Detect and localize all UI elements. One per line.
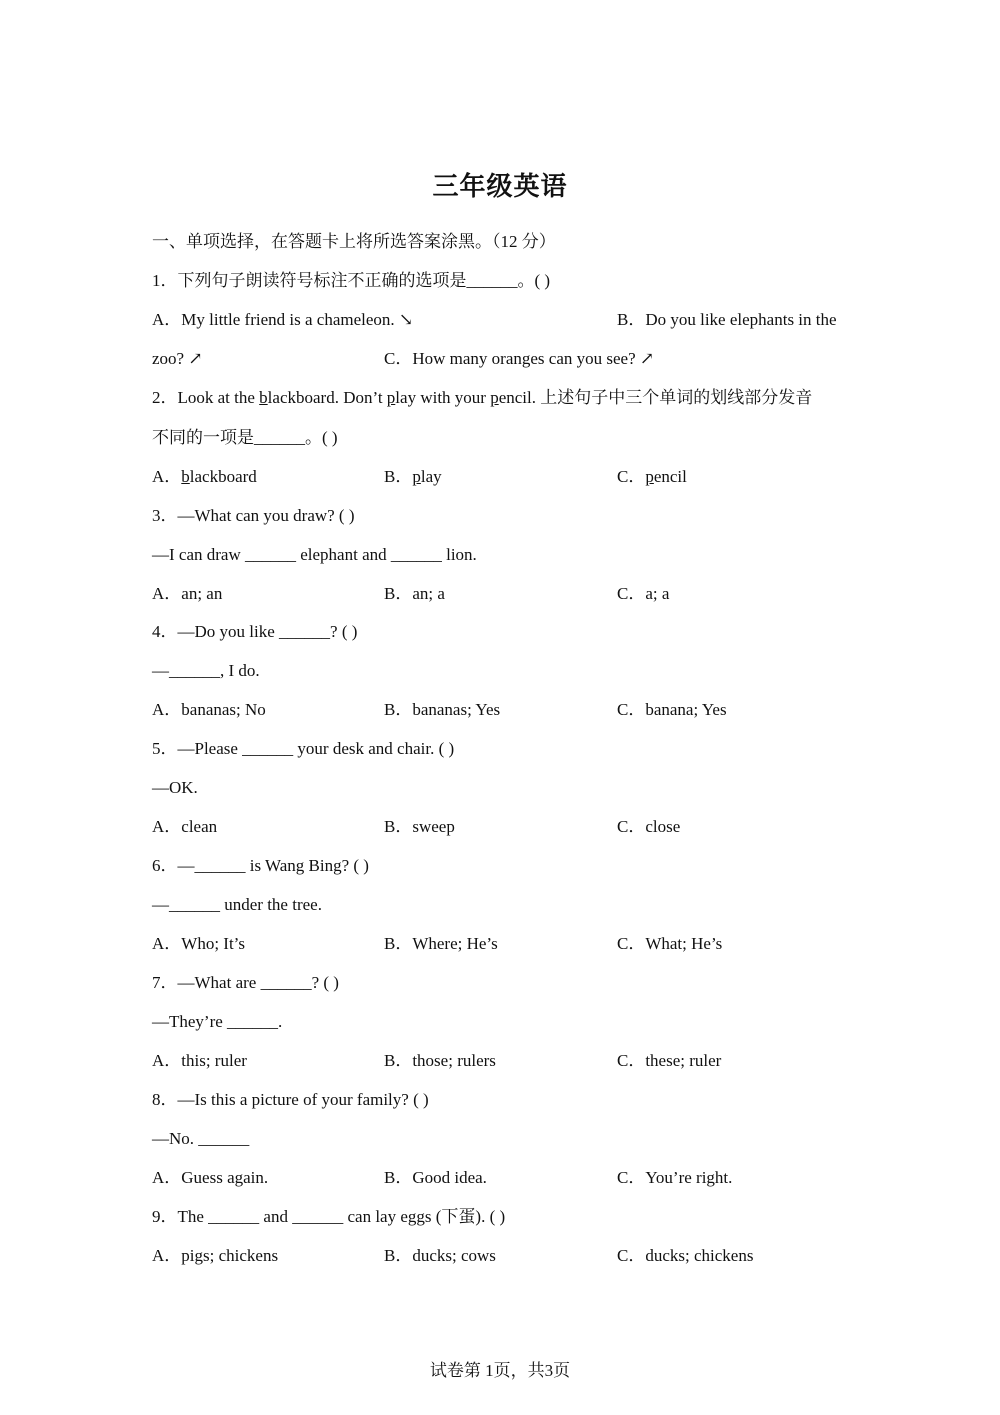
question-6-option-a: A．Who; It’s [152,934,246,953]
option-text: encil [653,467,687,486]
underlined-letter: b [259,388,268,407]
question-3-stem: 3．—What can you draw? ( ) [152,506,355,525]
stem-text: encil. 上述句子中三个单词的划线部分发音 [498,388,813,407]
option-letter: C． [617,467,646,486]
question-2-option-a [152,465,257,489]
question-7-option-b: B．those; rulers [384,1051,496,1070]
question-7-option-c: C．these; ruler [617,1051,722,1070]
option-letter: B． [384,467,413,486]
page-title: 三年级英语 [432,172,568,202]
question-6-line-2: —______ under the tree. [152,895,322,914]
question-4-option-b: B．bananas; Yes [384,700,501,719]
question-3-option-c: C．a; a [617,584,670,603]
question-4-option-a: A．bananas; No [152,700,266,719]
question-9-stem: 9．The ______ and ______ can lay eggs (下蛋). ( ) [152,1207,506,1226]
option-text: lackboard [189,467,257,486]
question-8-option-c: C．You’re right. [617,1168,733,1187]
question-9-option-c: C．ducks; chickens [617,1246,754,1265]
stem-text: lackboard. Don’t [267,388,387,407]
question-4-option-c: C．banana; Yes [617,700,727,719]
question-2-option-b [384,465,442,489]
question-4-line-2: —______, I do. [152,661,260,680]
question-1-stem: 1．下列句子朗读符号标注不正确的选项是______。( ) [152,271,551,290]
question-7-stem: 7．—What are ______? ( ) [152,973,339,992]
underlined-letter: b [181,467,190,486]
question-5-stem: 5．—Please ______ your desk and chair. ( ) [152,739,455,758]
question-1-option-c: C．How many oranges can you see? ↗ [384,349,655,368]
question-9-option-a: A．pigs; chickens [152,1246,279,1265]
question-6-option-c: C．What; He’s [617,934,723,953]
underlined-letter: p [386,388,396,407]
question-6-stem: 6．—______ is Wang Bing? ( ) [152,856,369,875]
question-2-stem [152,386,812,410]
section-heading: 一、单项选择，在答题卡上将所选答案涂黑。（12 分） [152,232,556,251]
question-7-option-a: A．this; ruler [152,1051,247,1070]
stem-text: 2．Look at the [152,388,260,407]
question-2-stem-continued: 不同的一项是______。( ) [152,428,338,447]
underlined-letter: p [645,467,654,486]
question-6-option-b: B．Where; He’s [384,934,498,953]
option-letter: A． [152,467,182,486]
question-8-line-2: —No. ______ [152,1129,250,1148]
question-3-line-2: —I can draw ______ elephant and ______ lion. [152,545,477,564]
question-3-option-b: B．an; a [384,584,445,603]
question-5-line-2: —OK. [152,778,198,797]
question-8-option-a: A．Guess again. [152,1168,269,1187]
question-8-option-b: B．Good idea. [384,1168,487,1187]
question-9-option-b: B．ducks; cows [384,1246,496,1265]
underlined-letter: p [490,388,499,407]
question-5-option-b: B．sweep [384,817,455,836]
stem-text: lay with your [395,388,491,407]
page-footer: 试卷第 1页，共3页 [429,1361,571,1380]
question-1-option-b: B．Do you like elephants in the [617,310,837,329]
question-1-option-b-continued: zoo? ↗ [152,349,203,368]
question-4-stem: 4．—Do you like ______? ( ) [152,622,358,641]
question-1-option-a: A．My little friend is a chameleon. ↘ [152,310,414,329]
question-5-option-c: C．close [617,817,681,836]
option-text: lay [420,467,442,486]
underlined-letter: p [412,467,421,486]
question-8-stem: 8．—Is this a picture of your family? ( ) [152,1090,429,1109]
question-7-line-2: —They’re ______. [152,1012,283,1031]
question-5-option-a: A．clean [152,817,218,836]
question-3-option-a: A．an; an [152,584,223,603]
question-2-option-c [617,465,687,489]
